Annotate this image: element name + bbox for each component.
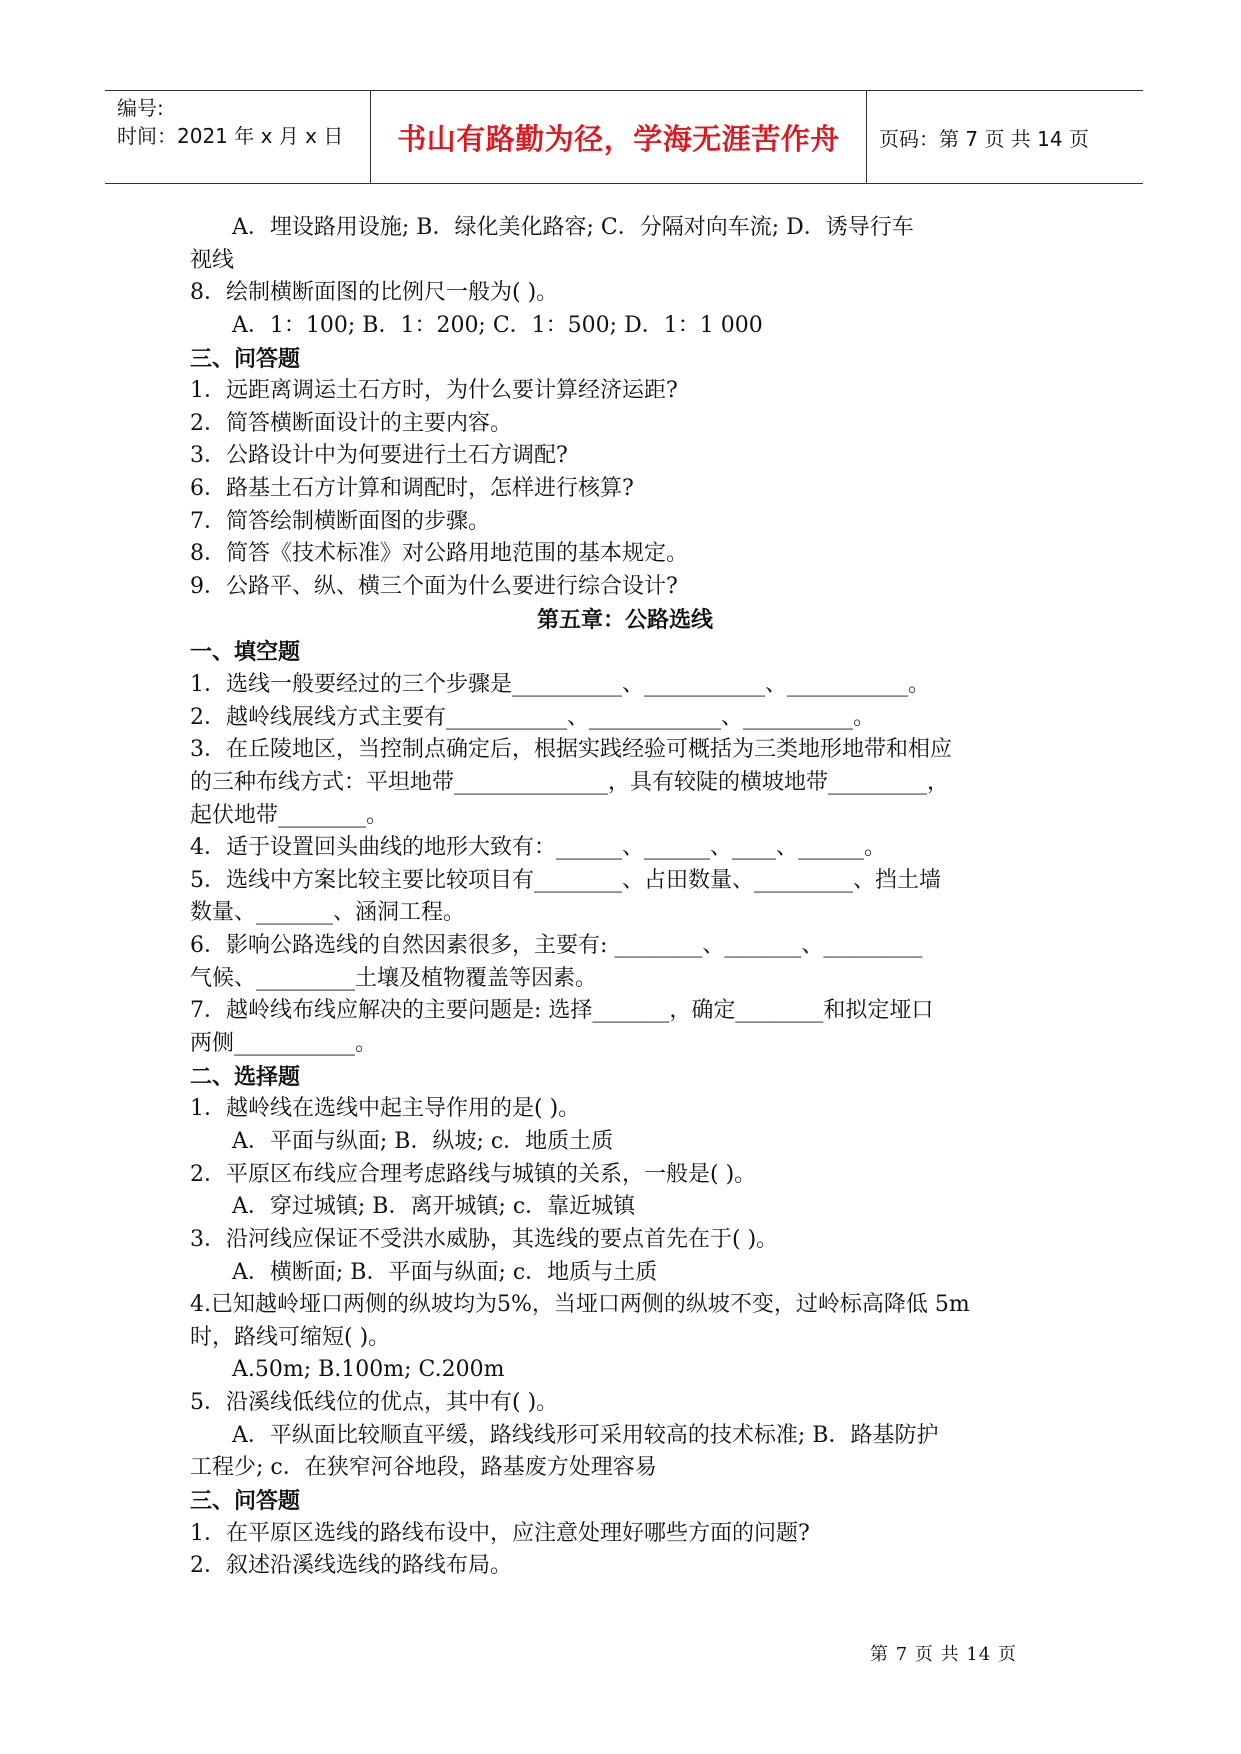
- text-line: 2．平原区布线应合理考虑路线与城镇的关系，一般是( )。: [190, 1161, 757, 1187]
- text-line: 3．沿河线应保证不受洪水威胁，其选线的要点首先在于( )。: [190, 1226, 779, 1252]
- text-line: 3．公路设计中为何要进行土石方调配?: [190, 443, 568, 469]
- text-line: 5．沿溪线低线位的优点，其中有( )。: [190, 1390, 559, 1416]
- text-line: 1．远距离调运土石方时，为什么要计算经济运距?: [190, 378, 678, 404]
- header-meta: [105, 91, 371, 183]
- header-motto: 书山有路勤为径，学海无涯苦作舟: [371, 91, 867, 183]
- text-line: A．横断面; B．平面与纵面; c．地质与土质: [232, 1259, 658, 1285]
- text-line: A．平纵面比较顺直平缓，路线线形可采用较高的技术标准; B．路基防护: [232, 1422, 939, 1448]
- text-line: 8．简答《技术标准》对公路用地范围的基本规定。: [190, 541, 688, 567]
- header-page-info: 页码：第 7 页 共 14 页: [879, 126, 1089, 151]
- text-line: 9．公路平、纵、横三个面为什么要进行综合设计?: [190, 574, 678, 600]
- text-line: 起伏地带________。: [190, 802, 389, 828]
- text-line: 2．叙述沿溪线选线的路线布局。: [190, 1553, 512, 1579]
- text-line: 4．适于设置回头曲线的地形大致有：______、______、____、______。: [190, 835, 886, 861]
- text-line: A．穿过城镇; B．离开城镇; c．靠近城镇: [232, 1194, 636, 1220]
- header-date: 时间：2021 年 x 月 x 日: [117, 124, 344, 148]
- text-line: 工程少; c．在狭窄河谷地段，路基废方处理容易: [190, 1455, 657, 1481]
- text-line: 1．在平原区选线的路线布设中，应注意处理好哪些方面的问题?: [190, 1520, 810, 1546]
- text-line: 1．越岭线在选线中起主导作用的是( )。: [190, 1096, 581, 1122]
- section-heading: 二、选择题: [190, 1063, 301, 1090]
- text-line: 4.已知越岭垭口两侧的纵坡均为5%，当垭口两侧的纵坡不变，过岭标高降低 5m: [190, 1292, 970, 1318]
- text-line: 两侧___________。: [190, 1031, 378, 1057]
- text-line: 7．越岭线布线应解决的主要问题是: 选择_______，确定________和拟定垭口: [190, 998, 934, 1024]
- section-heading: 三、问答题: [190, 345, 301, 372]
- header-number: 编号:: [117, 96, 164, 120]
- text-line: A．埋设路用设施; B．绿化美化路容; C．分隔对向车流; D．诱导行车: [232, 215, 914, 240]
- text-line: 1．选线一般要经过的三个步骤是__________、___________、___________。: [190, 671, 930, 697]
- text-line: A．平面与纵面; B．纵坡; c．地质土质: [232, 1128, 614, 1154]
- document-body: [190, 212, 1060, 1583]
- text-line: 8．绘制横断面图的比例尺一般为( )。: [190, 280, 559, 306]
- page-header: [105, 90, 1143, 184]
- text-line: 5．选线中方案比较主要比较项目有________、占田数量、_________、挡土墙: [190, 867, 941, 893]
- text-line: A．1：100; B．1：200; C．1：500; D．1：1 000: [232, 312, 763, 338]
- text-line: 气候、_________土壤及植物覆盖等因素。: [190, 965, 598, 991]
- section-heading: 一、填空题: [190, 639, 301, 666]
- text-line: 数量、_______、涵洞工程。: [190, 900, 466, 926]
- text-line: 2．简答横断面设计的主要内容。: [190, 410, 512, 436]
- text-line: 视线: [190, 247, 235, 273]
- text-line: A.50m; B.100m; C.200m: [232, 1357, 505, 1383]
- section-heading: 三、问答题: [190, 1487, 301, 1514]
- section-heading: 第五章：公路选线: [536, 606, 713, 633]
- text-line: 6．影响公路选线的自然因素很多，主要有: ________、_______、_________: [190, 933, 923, 959]
- text-line: 7．简答绘制横断面图的步骤。: [190, 508, 490, 534]
- text-line: 2．越岭线展线方式主要有___________、____________、__________。: [190, 704, 875, 730]
- text-line: 6．路基土石方计算和调配时，怎样进行核算?: [190, 476, 634, 502]
- page-footer: 第 7 页 共 14 页: [870, 1644, 1017, 1665]
- text-line: 时，路线可缩短( )。: [190, 1324, 391, 1350]
- text-line: 的三种布线方式：平坦地带______________，具有较陡的横坡地带_________，: [190, 769, 950, 795]
- text-line: 3．在丘陵地区，当控制点确定后，根据实践经验可概括为三类地形地带和相应: [190, 737, 952, 763]
